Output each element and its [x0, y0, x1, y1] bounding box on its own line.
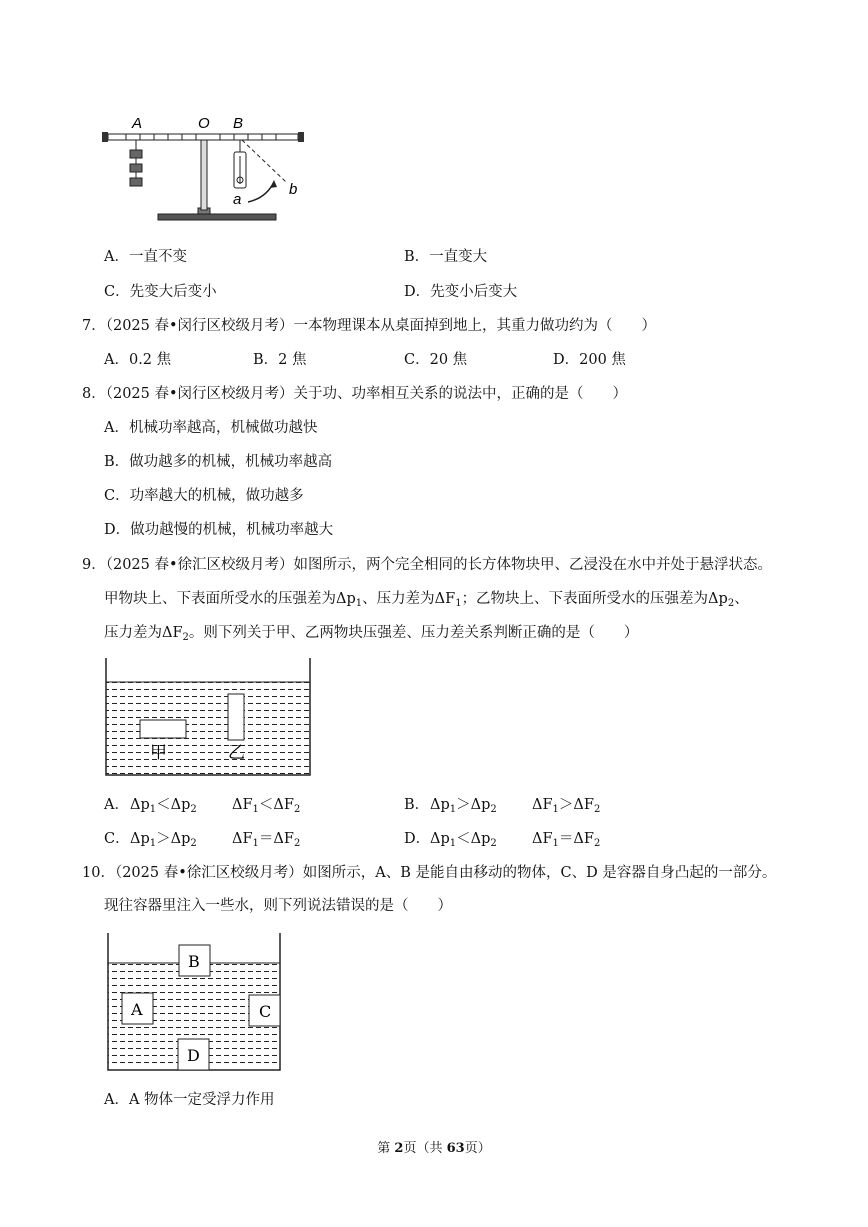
- q8-stem: 8．（2025 春•闵行区校级月考）关于功、功率相互关系的说法中，正确的是（ ）: [82, 386, 628, 402]
- label-D: D: [187, 1046, 200, 1065]
- q9-water-tank-figure: [104, 658, 314, 778]
- label-O: O: [198, 115, 210, 132]
- q8-option-a[interactable]: A．机械功率越高，机械做功越快: [104, 420, 318, 436]
- label-A: A: [132, 115, 143, 132]
- q6-option-a[interactable]: A．一直不变: [104, 249, 187, 265]
- q10-option-a[interactable]: A．A 物体一定受浮力作用: [104, 1092, 275, 1108]
- q7-option-d[interactable]: D．200 焦: [553, 352, 626, 368]
- q9-option-c[interactable]: C． $\Delta p_1>\Delta p_2$ $\Delta F_1=\Delta F_2$: [104, 831, 301, 849]
- q8-option-b[interactable]: B．做功越多的机械，机械功率越高: [104, 454, 333, 470]
- q7-option-c[interactable]: C．20 焦: [404, 352, 468, 368]
- label-b: b: [289, 181, 298, 198]
- q10-stem-line2: 现往容器里注入一些水，则下列说法错误的是（ ）: [104, 898, 452, 914]
- q10-stem-line1: 10．（2025 春•徐汇区校级月考）如图所示，A、B 是能自由移动的物体，C、D 是容器自身凸起的一部分。: [82, 865, 777, 881]
- q9-stem-line2: 甲物块上、下表面所受水的压强差为$\Delta p_1$、压力差为$\Delta F_1$；乙物块上、下表面所受水的压强差为$\Delta p_2$、: [104, 591, 749, 609]
- label-A: A: [131, 1000, 143, 1019]
- q9-option-a[interactable]: A． $\Delta p_1<\Delta p_2$ $\Delta F_1<\Delta F_2$: [104, 797, 301, 815]
- label-yi: 乙: [228, 743, 245, 763]
- q8-option-c[interactable]: C．功率越大的机械，做功越多: [104, 488, 304, 504]
- label-C: C: [259, 1002, 272, 1021]
- lever-figure: [100, 110, 310, 230]
- q9-option-b[interactable]: B． $\Delta p_1>\Delta p_2$ $\Delta F_1>\Delta F_2$: [404, 797, 601, 815]
- q6-option-c[interactable]: C．先变大后变小: [104, 284, 217, 300]
- label-B: B: [188, 952, 200, 971]
- q10-container-figure: [104, 933, 284, 1073]
- label-B: B: [233, 115, 244, 132]
- label-a: a: [233, 191, 242, 208]
- q9-stem-line3: 压力差为$\Delta F_2$。则下列关于甲、乙两物块压强差、压力差关系判断正确的是（ ）: [104, 625, 639, 643]
- label-jia: 甲: [150, 743, 167, 763]
- q9-stem-line1: 9．（2025 春•徐汇区校级月考）如图所示，两个完全相同的长方体物块甲、乙浸没在水中并处于悬浮状态。: [82, 557, 773, 573]
- q6-option-b[interactable]: B．一直变大: [404, 249, 488, 265]
- q9-option-d[interactable]: D． $\Delta p_1<\Delta p_2$ $\Delta F_1=\Delta F_2$: [404, 831, 601, 849]
- q7-stem: 7．（2025 春•闵行区校级月考）一本物理课本从桌面掉到地上，其重力做功约为（ ）: [82, 318, 657, 334]
- q7-option-b[interactable]: B．2 焦: [253, 352, 307, 368]
- q6-option-d[interactable]: D．先变小后变大: [404, 284, 518, 300]
- page-footer: 第 2页（共 63页）: [377, 1141, 491, 1156]
- q7-option-a[interactable]: A．0.2 焦: [104, 352, 172, 368]
- q8-option-d[interactable]: D．做功越慢的机械，机械功率越大: [104, 522, 334, 538]
